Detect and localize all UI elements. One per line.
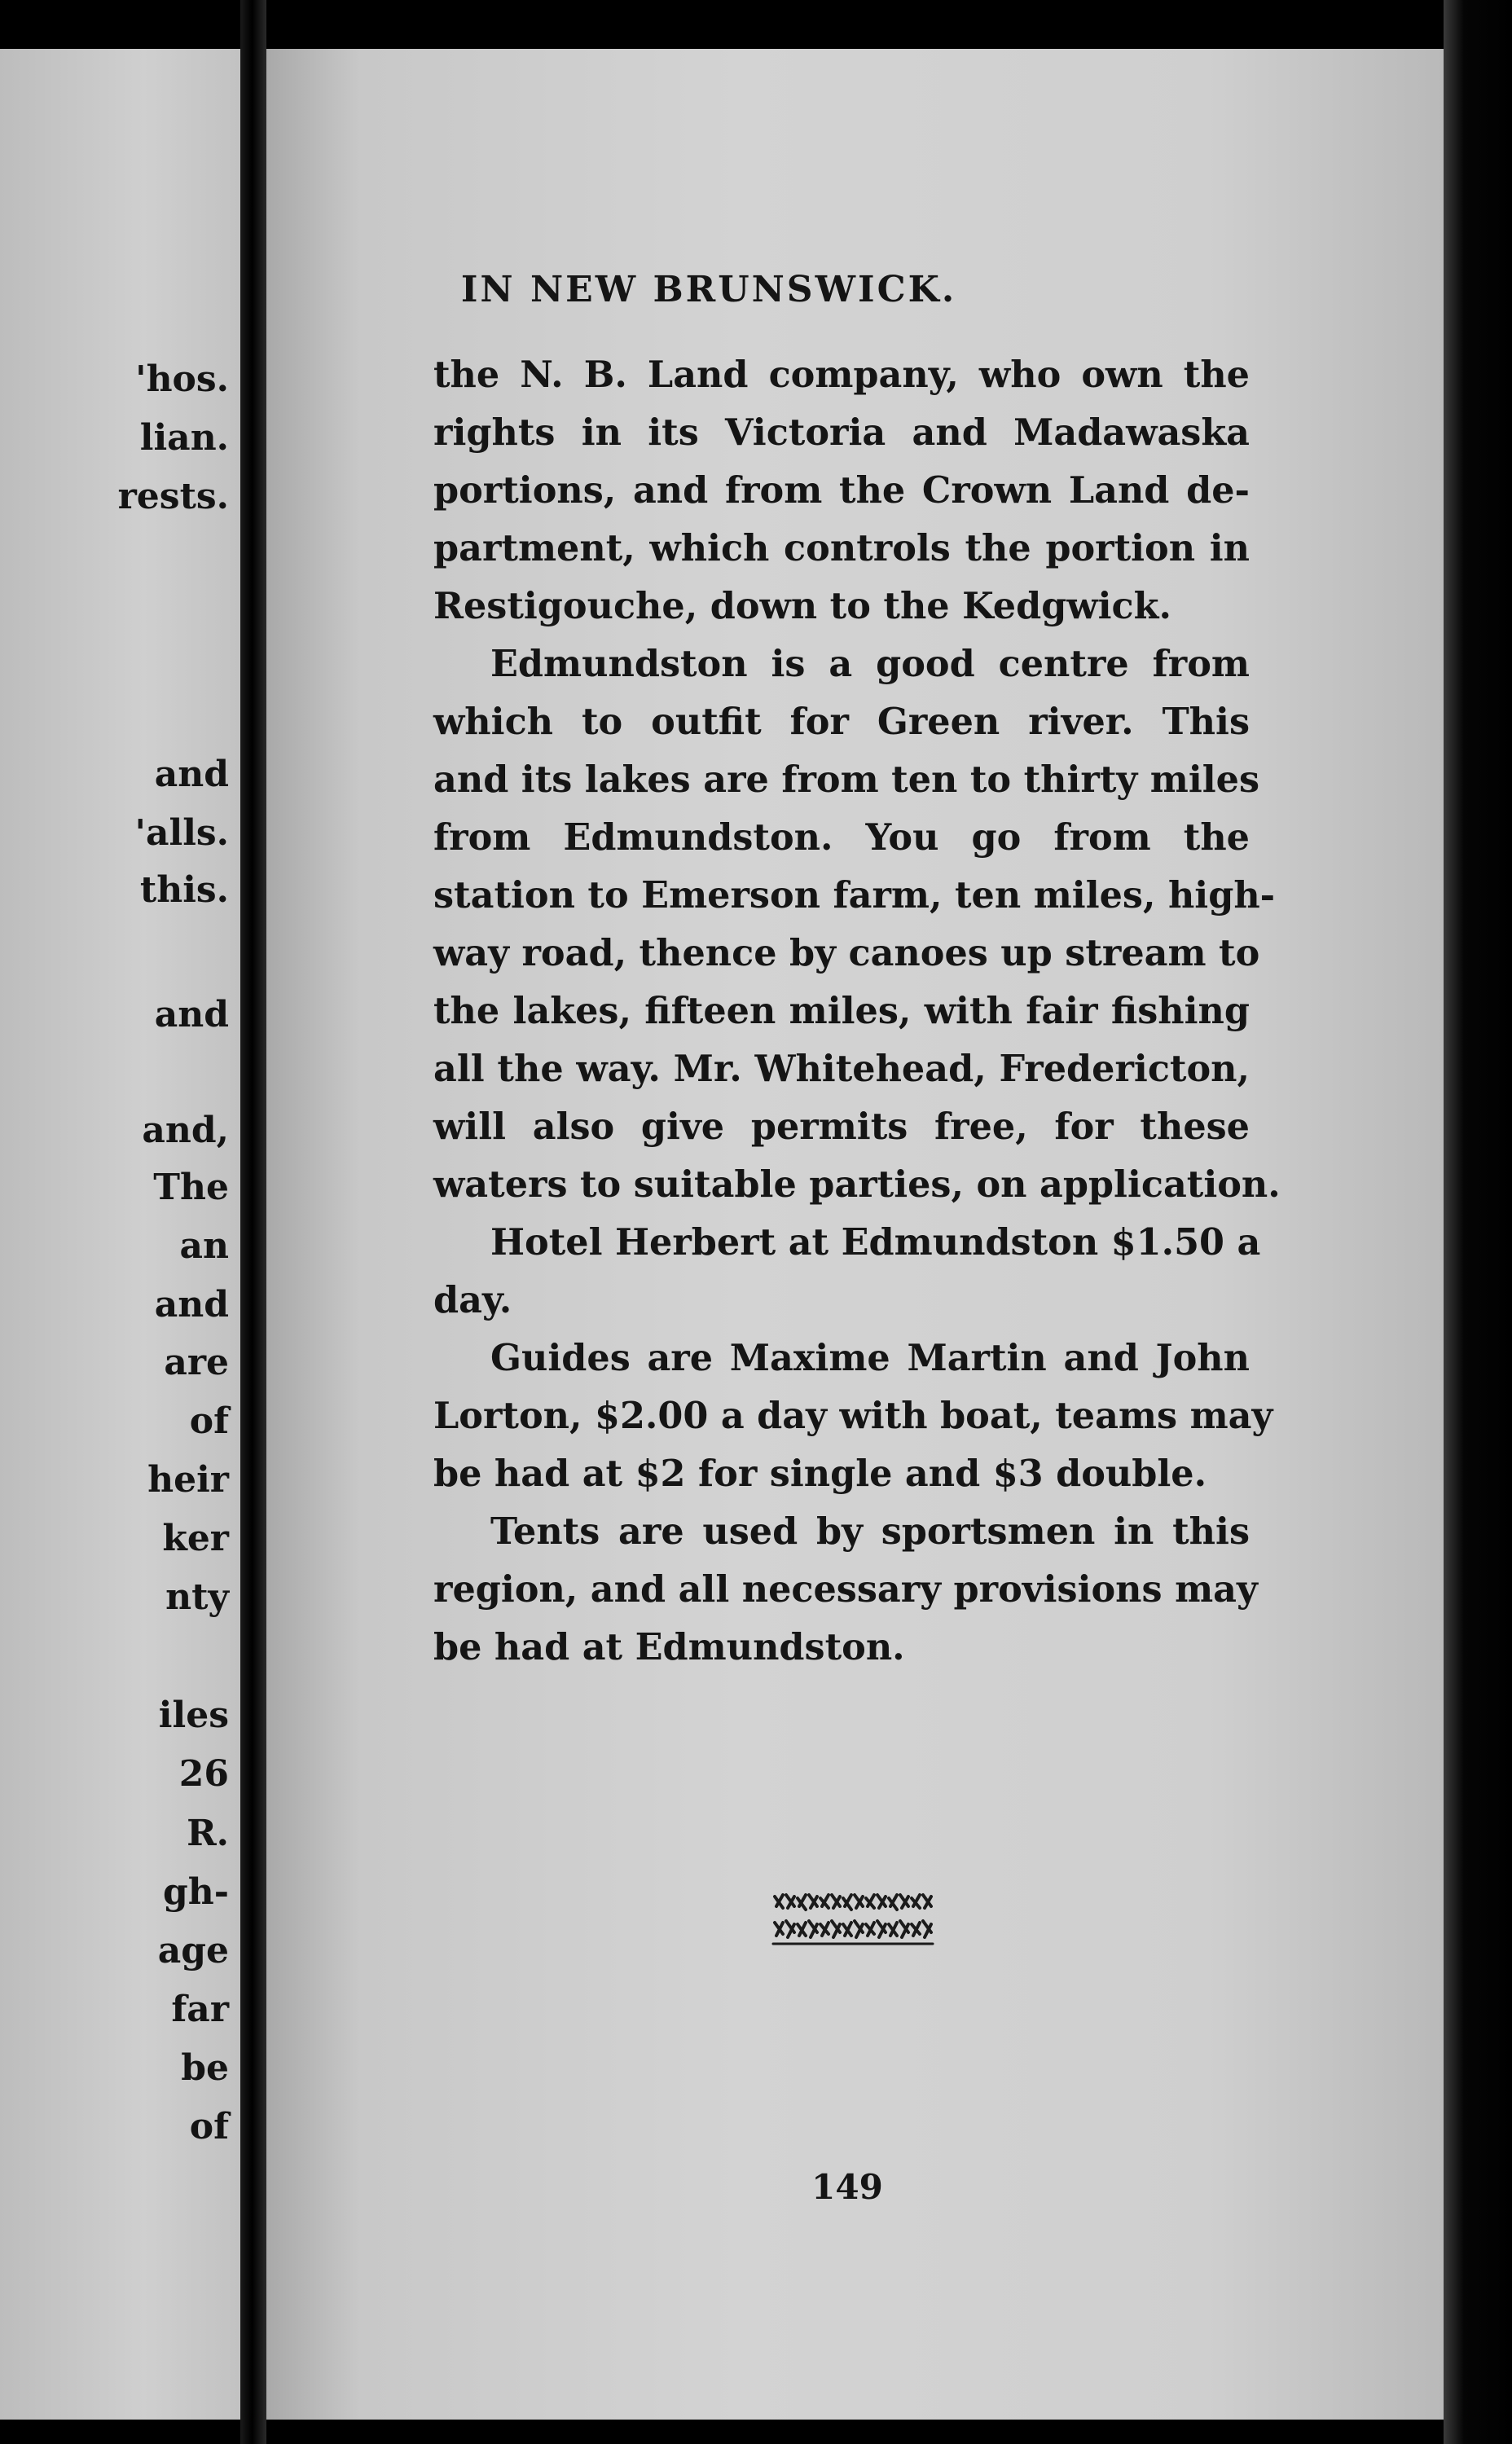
page-edge-shadow — [1444, 0, 1512, 2444]
page-number: 149 — [811, 2167, 883, 2207]
text-line: be had at Edmundston. — [433, 1626, 905, 1668]
left-page-word: of — [189, 1400, 229, 1442]
text-line: Edmundston is a good centre from — [490, 643, 1250, 685]
text-line: be had at $2 for single and $3 double. — [433, 1453, 1207, 1495]
text-line: waters to suitable parties, on application. — [433, 1163, 1281, 1206]
left-page-word: ker — [162, 1518, 229, 1559]
left-page-word: this. — [139, 869, 229, 911]
text-line: day. — [433, 1279, 512, 1321]
text-line: portions, and from the Crown Land de- — [433, 469, 1250, 512]
text-line: Restigouche, down to the Kedgwick. — [433, 585, 1171, 627]
left-page-word: and — [154, 994, 229, 1035]
text-line: and its lakes are from ten to thirty miles — [433, 758, 1260, 801]
text-line: Tents are used by sportsmen in this — [490, 1510, 1250, 1553]
text-line: all the way. Mr. Whitehead, Fredericton, — [433, 1048, 1250, 1090]
running-head: IN NEW BRUNSWICK. — [460, 269, 957, 310]
left-page-word: gh- — [162, 1871, 229, 1913]
left-page-word: 26 — [178, 1753, 229, 1795]
text-line: rights in its Victoria and Madawaska — [433, 411, 1250, 454]
left-page-word: and — [154, 1284, 229, 1325]
left-page-word: an — [179, 1225, 229, 1267]
left-page-word: and, — [142, 1110, 229, 1151]
text-line: partment, which controls the portion in — [433, 527, 1250, 569]
text-line: which to outfit for Green river. This — [433, 701, 1250, 743]
left-page-word: lian. — [139, 417, 229, 459]
text-line: Lorton, $2.00 a day with boat, teams may — [433, 1395, 1273, 1437]
left-page-word: The — [153, 1167, 229, 1208]
text-line: the lakes, fifteen miles, with fair fishing — [433, 990, 1250, 1032]
left-page-word: age — [157, 1930, 229, 1971]
left-page-word: 'hos. — [135, 358, 229, 400]
left-page-word: rests. — [117, 476, 229, 517]
text-line: station to Emerson farm, ten miles, high- — [433, 874, 1276, 916]
left-page-word: nty — [165, 1576, 229, 1618]
left-page-word: be — [181, 2047, 229, 2089]
text-line: region, and all necessary provisions may — [433, 1568, 1258, 1611]
text-line: the N. B. Land company, who own the — [433, 354, 1250, 396]
left-page-fragment — [0, 49, 240, 2420]
left-page-word: iles — [158, 1695, 229, 1736]
text-line: Hotel Herbert at Edmundston $1.50 a — [490, 1221, 1261, 1264]
text-line: way road, thence by canoes up stream to — [433, 932, 1260, 974]
body-text — [433, 346, 1281, 1677]
left-page-word: of — [189, 2106, 229, 2147]
text-line: Guides are Maxime Martin and John — [490, 1337, 1250, 1379]
left-page-word: are — [164, 1342, 229, 1383]
left-page-word: heir — [147, 1459, 229, 1501]
left-page-word: R. — [187, 1813, 229, 1854]
book-gutter — [240, 0, 266, 2444]
text-line: will also give permits free, for these — [433, 1106, 1250, 1148]
ornament-icon — [770, 1890, 937, 1949]
text-line: from Edmundston. You go from the — [433, 816, 1250, 859]
left-page-word: and — [154, 754, 229, 795]
left-page-word: far — [171, 1989, 229, 2030]
left-page-word: 'alls. — [134, 812, 229, 854]
